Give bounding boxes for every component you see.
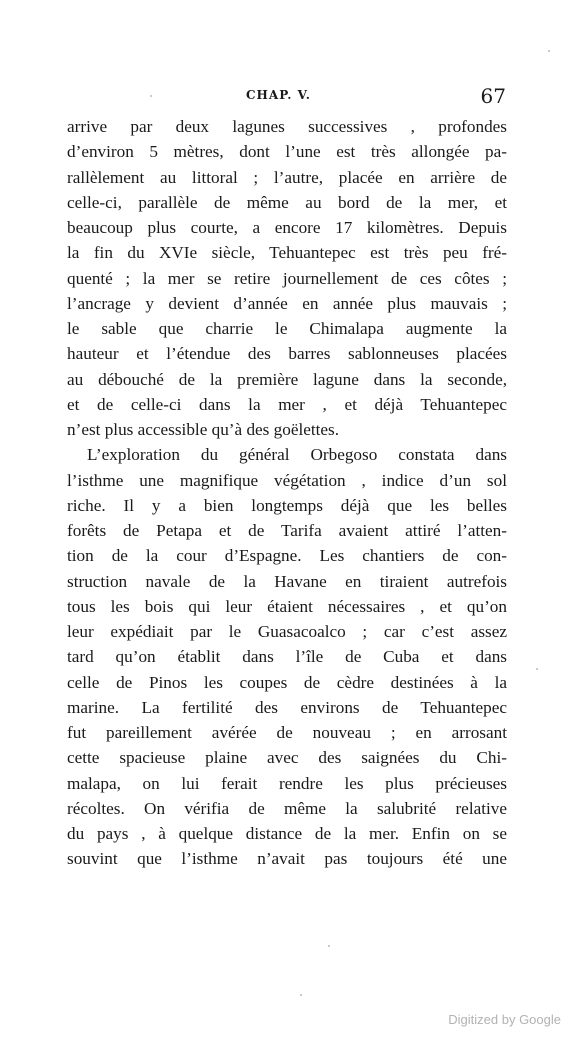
- text-line: tion de la cour d’Espagne. Les chantiers de con-: [67, 546, 507, 566]
- text-line: L’exploration du général Orbegoso constata dans: [87, 445, 507, 465]
- text-line: tard qu’on établit dans l’île de Cuba et dans: [67, 647, 507, 667]
- text-line: leur expédiait par le Guasacoalco ; car c’est assez: [67, 622, 507, 641]
- text-line: cette spacieuse plaine avec des saignées du Chi-: [67, 748, 507, 768]
- text-line: quenté ; la mer se retire journellement de ces côtes ;: [67, 268, 507, 288]
- page-number: 67: [480, 84, 506, 108]
- text-line: struction navale de la Havane en tiraient autrefois: [67, 571, 507, 591]
- text-line: forêts de Petapa et de Tarifa avaient attiré l’atten-: [67, 521, 507, 540]
- text-line: l’isthme une magnifique végétation , indice d’un sol: [67, 470, 507, 490]
- text-line: souvint que l’isthme n’avait pas toujours été une: [67, 849, 507, 869]
- text-line: celle-ci, parallèle de même au bord de la mer, et: [67, 192, 507, 212]
- text-line: la fin du XVIe siècle, Tehuantepec est très peu fré-: [67, 243, 507, 263]
- text-line: rallèlement au littoral ; l’autre, placée en arrière de: [67, 167, 507, 187]
- text-line: celle de Pinos les coupes de cèdre destinées à la: [67, 672, 507, 692]
- digitized-watermark: Digitized by Google: [448, 1012, 561, 1027]
- text-line: beaucoup plus courte, a encore 17 kilomètres. Depuis: [67, 218, 507, 237]
- text-line: du pays , à quelque distance de la mer. Enfin on se: [67, 824, 507, 843]
- text-line: tous les bois qui leur étaient nécessaires , et qu’on: [67, 596, 507, 616]
- paper-speck: [548, 50, 550, 52]
- text-line: riche. Il y a bien longtemps déjà que les belles: [67, 495, 507, 515]
- paper-speck: [300, 994, 302, 996]
- text-line: malapa, on lui ferait rendre les plus précieuses: [67, 773, 507, 793]
- text-line: récoltes. On vérifia de même la salubrité relative: [67, 798, 507, 818]
- running-header: [66, 84, 514, 110]
- paper-speck: [328, 945, 330, 947]
- text-line: marine. La fertilité des environs de Tehuantepec: [67, 697, 507, 717]
- chapter-title: CHAP. V.: [246, 88, 311, 102]
- text-line: et de celle-ci dans la mer , et déjà Tehuantepec: [67, 394, 507, 414]
- text-line: fut pareillement avérée de nouveau ; en arrosant: [67, 723, 507, 742]
- text-line: hauteur et l’étendue des barres sablonneuses placées: [67, 344, 507, 364]
- text-line: d’environ 5 mètres, dont l’une est très allongée pa-: [67, 142, 507, 162]
- paper-speck: [536, 668, 538, 670]
- text-line: n’est plus accessible qu’à des goëlettes.: [67, 420, 340, 439]
- text-line: l’ancrage y devient d’année en année plus mauvais ;: [67, 293, 507, 313]
- text-line: au débouché de la première lagune dans la seconde,: [67, 369, 507, 389]
- text-line: arrive par deux lagunes successives , profondes: [67, 117, 507, 136]
- body-text: [67, 114, 507, 872]
- paper-speck: [150, 95, 152, 97]
- text-line: le sable que charrie le Chimalapa augmente la: [67, 319, 507, 338]
